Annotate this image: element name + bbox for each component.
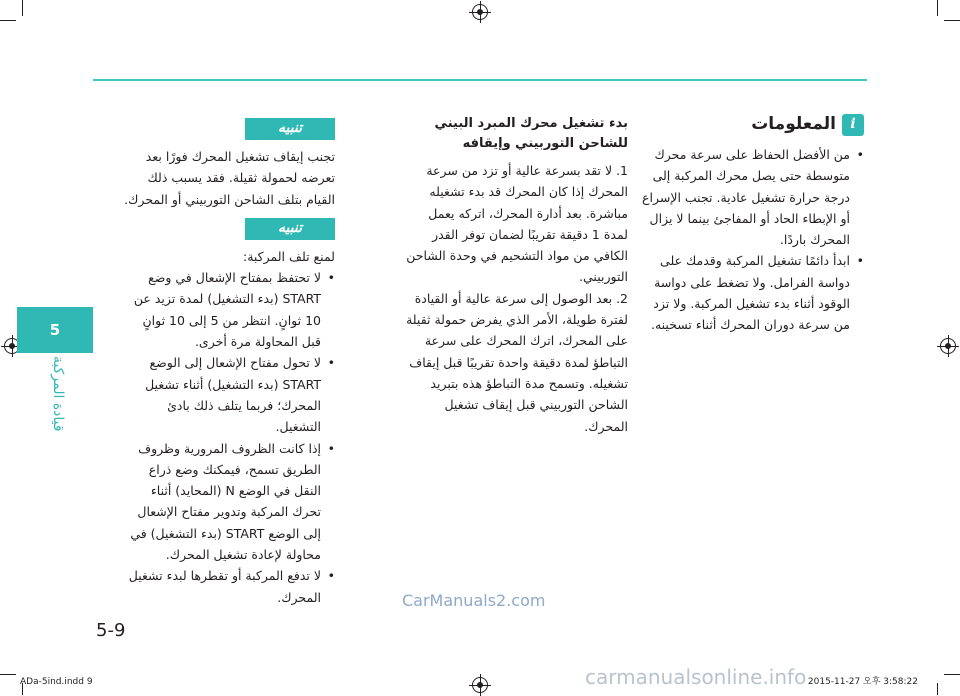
info-column — [636, 114, 864, 336]
caution-bullet: • لا تدفع المركبة أو تقطرها لبدء تشغيل المحرك. — [123, 565, 335, 608]
registration-mark-icon — [472, 4, 488, 20]
footer-watermark: carmanualsonline.info — [585, 665, 807, 689]
footer-file: ADa-5ind.indd 9 — [20, 677, 93, 687]
caution-column — [123, 114, 335, 608]
page-number: 5-9 — [96, 620, 126, 641]
info-heading — [636, 114, 864, 136]
footer-date: 2015-11-27 오후 3:58:22 — [807, 677, 918, 687]
info-icon: i — [842, 114, 864, 136]
turbo-column — [406, 114, 628, 437]
caution-label: تنبيه — [245, 218, 335, 240]
caution-bullet: • لا تحول مفتاح الإشعال إلى الوضع START (بدء التشغيل) أثناء تشغيل المحرك؛ فربما يتلف ذلك بادئ التشغيل. — [123, 352, 335, 437]
crop-mark — [937, 0, 938, 16]
chapter-tab — [17, 307, 93, 353]
caution-intro: لمنع تلف المركبة: — [242, 248, 335, 264]
turbo-step: 2. بعد الوصول إلى سرعة عالية أو القيادة لفترة طويلة، الأمر الذي يفرض حمولة ثقيلة على المحرك، اترك المحرك على سرعة التباطؤ لمدة دقيقة واحدة تقريبًا قبل إيقاف تشغيله. وتسمح مدة التباطؤ هذه بتبريد الشاحن التوربيني قبل إيقاف تشغيل المحرك. — [406, 290, 628, 434]
caution-label: تنبيه — [245, 118, 335, 140]
chapter-number: 5 — [49, 321, 61, 339]
crop-mark — [22, 0, 23, 16]
caution-bullet: • لا تحتفظ بمفتاح الإشعال في وضع START (بدء التشغيل) لمدة تزيد عن 10 ثوانٍ. انتظر من 5 إلى 10 ثوانٍ قبل المحاولة مرة أخرى. — [123, 267, 335, 352]
watermark-text: CarManuals2.com — [402, 591, 546, 610]
caution-text: تجنب إيقاف تشغيل المحرك فورًا بعد تعرضه لحمولة ثقيلة. فقد يسبب ذلك القيام بتلف الشاحن التوربيني أو المحرك. — [124, 149, 335, 207]
crop-mark — [944, 20, 960, 21]
crop-mark — [937, 683, 938, 695]
info-title: المعلومات — [751, 114, 836, 135]
registration-mark-icon — [472, 677, 488, 693]
crop-mark — [0, 20, 16, 21]
registration-mark-icon — [940, 338, 956, 354]
header-rule — [93, 79, 867, 81]
info-bullet: • من الأفضل الحفاظ على سرعة محرك متوسطة حتى يصل محرك المركبة إلى درجة حرارة تشغيل عادية. تجنب الإسراع أو الإبطاء الحاد أو المفاجئ بينما لا يزال المحرك باردًا. — [636, 144, 864, 250]
crop-mark — [0, 674, 16, 675]
turbo-title: بدء تشغيل محرك المبرد البيني للشاحن التوربيني وإيقافه — [434, 116, 628, 151]
crop-mark — [944, 674, 960, 675]
caution-bullet: • إذا كانت الظروف المرورية وظروف الطريق تسمح، فيمكنك وضع ذراع النقل في الوضع N (المحايد) أثناء تحرك المركبة وتدوير مفتاح الإشعال إلى الوضع START (بدء التشغيل) في محاولة لإعادة تشغيل المحرك. — [123, 438, 335, 566]
chapter-label: قيادة المركبة — [50, 356, 66, 432]
turbo-step: 1. لا تقد بسرعة عالية أو تزد من سرعة المحرك إذا كان المحرك قد بدء تشغيله مباشرة. بعد أدارة المحرك، اتركه يعمل لمدة 1 دقيقة تقريبًا لضمان توفر القدر الكافي من مواد التشحيم في وحدة الشاحن التوربيني. — [406, 163, 628, 285]
info-bullet: • ابدأ دائمًا تشغيل المركبة وقدمك على دواسة الفرامل. ولا تضغط على دواسة الوقود أثناء بدء تشغيل المركبة. ولا تزد من سرعة دوران المحرك أثناء تسخينه. — [636, 250, 864, 335]
